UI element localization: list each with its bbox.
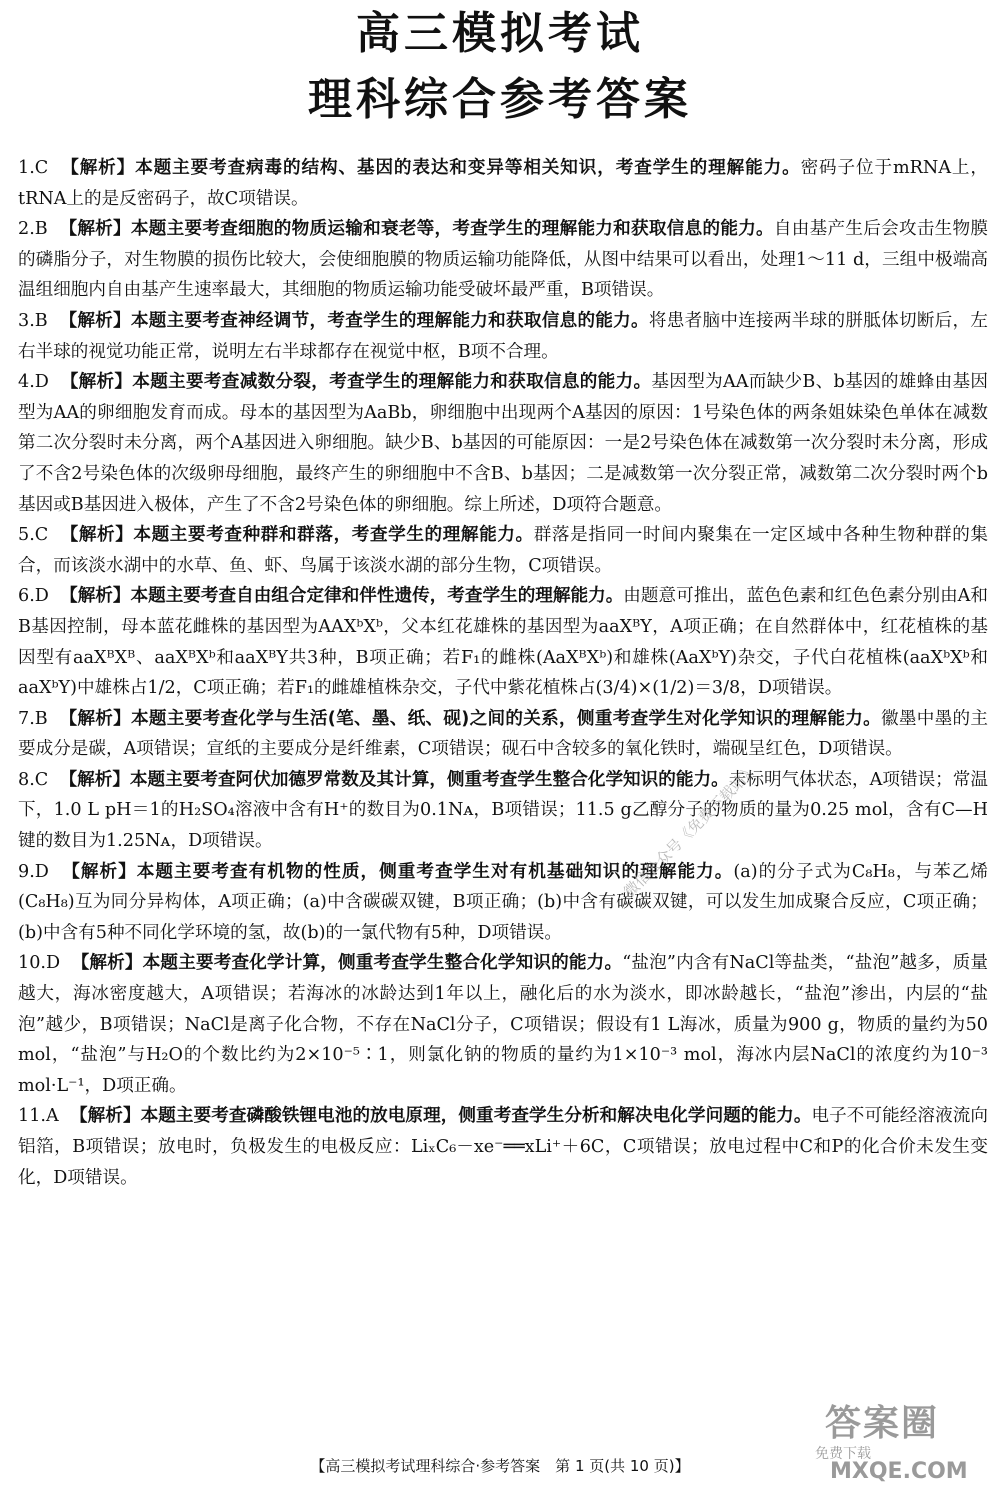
logo-subtitle: 免费下载 xyxy=(815,1446,871,1462)
watermark-text: 微信公众号《免费下载站》 xyxy=(620,760,761,901)
answer-item-8: 8.C 【解析】本题主要考查阿伏加德罗常数及其计算，侧重考查学生整合化学知识的能力。未标明气体状态，A项错误；常温下，1.0 L pH＝1的H₂SO₄溶液中含有H⁺的数目为0.1Nᴀ，B项错误；11.5 g乙醇分子的物质的量为0.25 mol，含有C—H键的数目为1.25Nᴀ，D项错误。 xyxy=(18,769,989,852)
answer-item-3: 3.B 【解析】本题主要考查神经调节，考查学生的理解能力和获取信息的能力。将患者脑中连接两半球的胼胝体切断后，左右半球的视觉功能正常，说明左右半球都存在视觉中枢，B项不合理。 xyxy=(18,310,988,362)
answer-list xyxy=(18,153,988,1193)
answer-item-6: 6.D 【解析】本题主要考查自由组合定律和伴性遗传，考查学生的理解能力。由题意可推出，蓝色色素和红色色素分别由A和B基因控制，母本蓝花雌株的基因型为AAXᵇXᵇ，父本红花雄株的基因型为aaXᴮY，A项正确；在自然群体中，红花植株的基因型有aaXᴮXᴮ、aaXᴮXᵇ和aaXᴮY共3种，B项正确；若F₁的雌株(AaXᴮXᵇ)和雄株(AaXᵇY)杂交，子代白花植株(aaXᵇXᵇ和aaXᵇY)中雄株占1/2，C项正确；若F₁的雌雄植株杂交，子代中紫花植株占(3/4)×(1/2)＝3/8，D项错误。 xyxy=(18,586,988,699)
answer-item-2: 2.B 【解析】本题主要考查细胞的物质运输和衰老等，考查学生的理解能力和获取信息的能力。自由基产生后会攻击生物膜的磷脂分子，对生物膜的损伤比较大，会使细胞膜的物质运输功能降低，从图中结果可以看出，处理1～11 d，三组中极端高温组细胞内自由基产生速率最大，其细胞的物质运输功能受破坏最严重，B项错误。 xyxy=(18,219,988,301)
logo-mark-icon: 答案圈 xyxy=(825,1403,940,1444)
page-title-line2: 理科综合参考答案 xyxy=(308,74,692,125)
answer-item-4: 4.D 【解析】本题主要考查减数分裂，考查学生的理解能力和获取信息的能力。基因型为AA而缺少B、b基因的雄蜂由基因型为AA的卵细胞发育而成。母本的基因型为AaBb，卵细胞中出现两个A基因的原因：1号染色体的两条姐妹染色单体在减数第二次分裂时未分离，两个A基因进入卵细胞。缺少B、b基因的可能原因：一是2号染色体在减数第一次分裂时未分离，形成了不含2号染色体的次级卵母细胞，最终产生的卵细胞中不含B、b基因；二是减数第一次分裂正常，减数第二次分裂时两个b基因或B基因进入极体，产生了不含2号染色体的卵细胞。综上所述，D项符合题意。 xyxy=(18,372,988,515)
logo-site: MXQE.COM xyxy=(830,1459,968,1484)
page-title-line1: 高三模拟考试 xyxy=(356,8,644,59)
answer-item-10: 10.D 【解析】本题主要考查化学计算，侧重考查学生整合化学知识的能力。“盐泡”内含有NaCl等盐类，“盐泡”越多，质量越大，海冰密度越大，A项错误；若海冰的冰龄达到1年以上，融化后的水为淡水，即冰龄越长，“盐泡”渗出，内层的“盐泡”越少，B项错误；NaCl是离子化合物，不存在NaCl分子，C项错误；假设有1 L海冰，质量为900 g，物质的量约为50 mol，“盐泡”与H₂O的个数比约为2×10⁻⁵∶1，则氯化钠的物质的量约为1×10⁻³ mol，海冰内层NaCl的浓度约为10⁻³ mol·L⁻¹，D项正确。 xyxy=(18,953,989,1096)
answer-item-1: 1.C 【解析】本题主要考查病毒的结构、基因的表达和变异等相关知识，考查学生的理解能力。密码子位于mRNA上，tRNA上的是反密码子，故C项错误。 xyxy=(18,158,988,209)
answer-item-9: 9.D 【解析】本题主要考查有机物的性质，侧重考查学生对有机基础知识的理解能力。(a)的分子式为C₈H₈，与苯乙烯(C₈H₈)互为同分异构体，A项正确；(a)中含碳碳双键，B项正确；(b)中含有碳碳双键，可以发生加成聚合反应，C项正确；(b)中含有5种不同化学环境的氢，故(b)的一氯代物有5种，D项错误。 xyxy=(18,861,988,943)
answer-item-7: 7.B 【解析】本题主要考查化学与生活(笔、墨、纸、砚)之间的关系，侧重考查学生对化学知识的理解能力。徽墨中墨的主要成分是碳，A项错误；宣纸的主要成分是纤维素，C项错误；砚石中含较多的氧化铁时，端砚呈红色，D项错误。 xyxy=(18,708,989,760)
answer-item-11: 11.A 【解析】本题主要考查磷酸铁锂电池的放电原理，侧重考查学生分析和解决电化学问题的能力。电子不可能经溶液流向铝箔，B项错误；放电时，负极发生的电极反应：LiₓC₆－xe⁻══xLi⁺＋6C，C项错误；放电过程中C和P的化合价未发生变化，D项错误。 xyxy=(18,1106,988,1188)
page-footer: 【高三模拟考试理科综合·参考答案 第 1 页(共 10 页)】 xyxy=(310,1457,690,1475)
answer-item-5: 5.C 【解析】本题主要考查种群和群落，考查学生的理解能力。群落是指同一时间内聚集在一定区域中各种生物种群的集合，而该淡水湖中的水草、鱼、虾、鸟属于该淡水湖的部分生物，C项错误。 xyxy=(18,525,988,576)
